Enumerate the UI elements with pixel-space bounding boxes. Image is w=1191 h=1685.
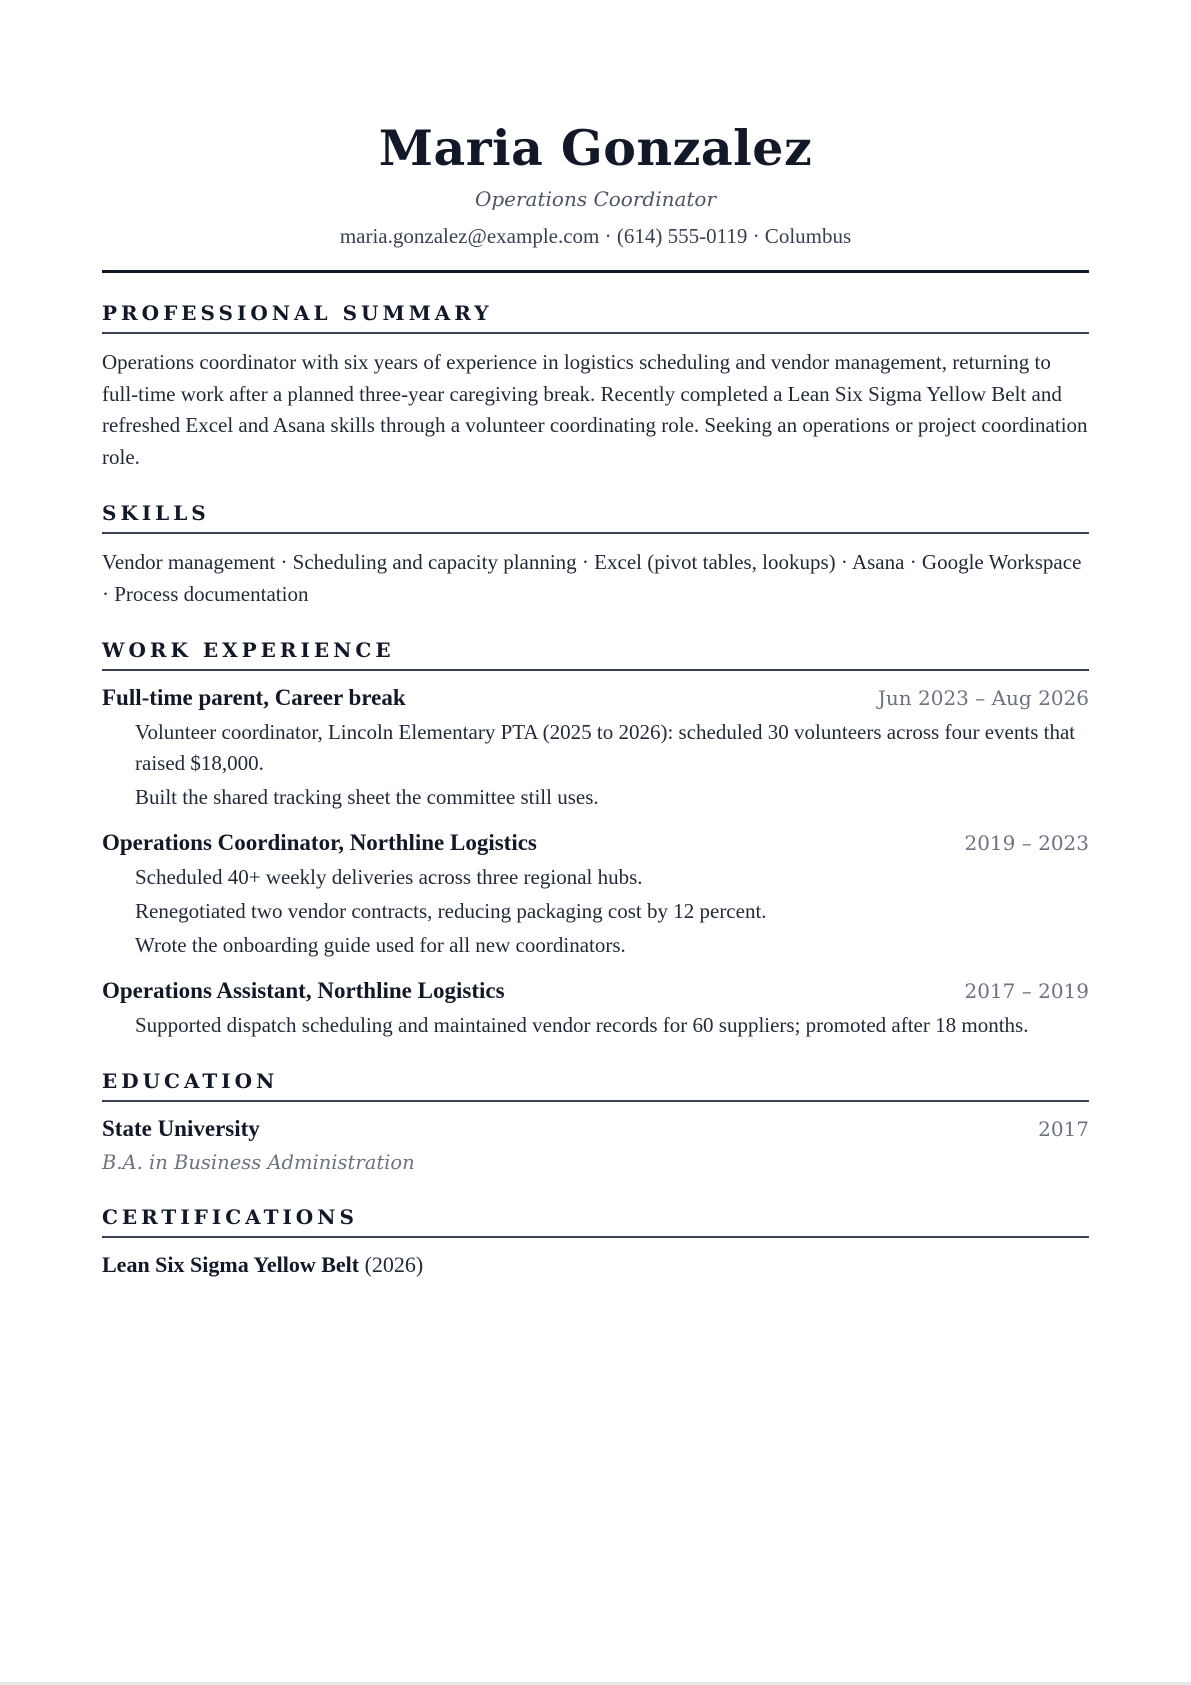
bullet-item: Built the shared tracking sheet the committee still uses.: [135, 785, 599, 809]
bullet-item: Wrote the onboarding guide used for all new coordinators.: [135, 933, 626, 957]
experience-entry: [102, 976, 1089, 1041]
summary-section: [102, 301, 1089, 473]
experience-section: [102, 638, 1089, 1041]
certifications-section: [102, 1205, 1089, 1280]
entry-title: Full-time parent, Career break: [102, 685, 406, 710]
summary-heading: PROFESSIONAL SUMMARY: [102, 301, 1089, 334]
entry-bullets: [102, 1010, 1089, 1041]
certification-item: [102, 1250, 1089, 1280]
bullet-item: Renegotiated two vendor contracts, reducing packaging cost by 12 percent.: [135, 899, 767, 923]
candidate-name: Maria Gonzalez: [378, 119, 813, 177]
experience-heading: WORK EXPERIENCE: [102, 638, 1089, 671]
candidate-title: Operations Coordinator: [474, 187, 717, 211]
bullet-item: Supported dispatch scheduling and maintained vendor records for 60 suppliers; promoted after 18 months.: [135, 1013, 1029, 1037]
entry-date: 2017 – 2019: [964, 979, 1089, 1003]
bullet-item: Volunteer coordinator, Lincoln Elementary PTA (2025 to 2026): scheduled 30 volunteers across four events that raised $18,000.: [135, 720, 1076, 775]
skills-heading: SKILLS: [102, 501, 1089, 534]
skills-text: Vendor management · Scheduling and capacity planning · Excel (pivot tables, lookups) · Asana · Google Workspace · Process documentation: [102, 550, 1082, 606]
education-heading: EDUCATION: [102, 1069, 1089, 1102]
experience-entry: [102, 683, 1089, 813]
header-divider: [102, 270, 1089, 273]
school-name: State University: [102, 1116, 260, 1141]
entry-header: [102, 828, 1089, 858]
certifications-heading: CERTIFICATIONS: [102, 1205, 1089, 1238]
skills-section: [102, 501, 1089, 610]
resume-header: [102, 0, 1089, 250]
contact-line: maria.gonzalez@example.com · (614) 555-0119 · Columbus: [339, 224, 852, 248]
certification-year: (2026): [364, 1252, 424, 1277]
entry-header: [102, 976, 1089, 1006]
entry-date: Jun 2023 – Aug 2026: [877, 686, 1089, 710]
education-entry: [102, 1114, 1089, 1177]
entry-title: Operations Coordinator, Northline Logistics: [102, 830, 537, 855]
resume-page: [102, 0, 1089, 1280]
entry-bullets: [102, 717, 1089, 813]
entry-header: [102, 1114, 1089, 1144]
education-section: [102, 1069, 1089, 1177]
entry-date: 2019 – 2023: [964, 831, 1089, 855]
entry-title: Operations Assistant, Northline Logistics: [102, 978, 505, 1003]
experience-entry: [102, 828, 1089, 961]
entry-header: [102, 683, 1089, 713]
degree-name: B.A. in Business Administration: [102, 1151, 415, 1174]
summary-text: Operations coordinator with six years of experience in logistics scheduling and vendor management, returning to full-time work after a planned three-year caregiving break. Recently completed a Lean Six Sigma Yellow Belt and refreshed Excel and Asana skills through a volunteer coordinating role. Seeking an operations or project coordination role.: [102, 350, 1088, 469]
graduation-year: 2017: [1038, 1117, 1089, 1141]
bullet-item: Scheduled 40+ weekly deliveries across three regional hubs.: [135, 865, 643, 889]
entry-bullets: [102, 862, 1089, 961]
certification-name: Lean Six Sigma Yellow Belt: [102, 1252, 360, 1277]
